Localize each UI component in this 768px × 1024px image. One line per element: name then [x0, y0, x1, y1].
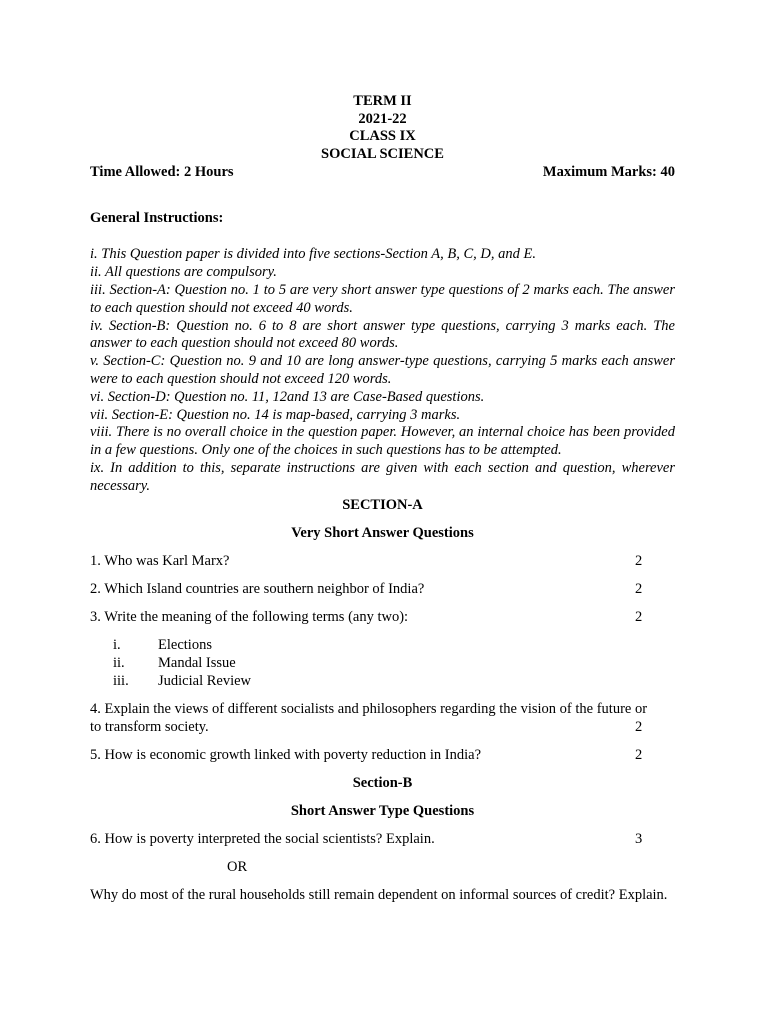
subitem-number: ii.	[113, 654, 125, 671]
question-marks: 3	[635, 830, 643, 847]
question-text: 1. Who was Karl Marx?	[90, 552, 230, 569]
question-6-alternative: Why do most of the rural households still remain dependent on informal sources of credit? Explain.	[90, 886, 668, 903]
list-item	[90, 672, 675, 690]
instruction-item: iv. Section-B: Question no. 6 to 8 are short answer type questions, carrying 3 marks each. The answer to each question should not exceed 80 words.	[90, 317, 675, 352]
class-label: CLASS IX	[349, 128, 416, 145]
question-5	[90, 746, 675, 764]
instruction-item: v. Section-C: Question no. 9 and 10 are long answer-type questions, carrying 5 marks each answer were to each question should not exceed 120 words.	[90, 353, 675, 387]
instruction-item: viii. There is no overall choice in the question paper. However, an internal choice has been provided in a few questions. Only one of the choices in such questions has to be attempted.	[90, 424, 675, 459]
term-label: TERM II	[353, 93, 412, 109]
or-separator: OR	[227, 858, 248, 875]
question-text: 6. How is poverty interpreted the social scientists? Explain.	[90, 830, 435, 847]
question-text: 3. Write the meaning of the following terms (any two):	[90, 608, 409, 625]
question-3-subitems	[90, 636, 675, 690]
instruction-item: ix. In addition to this, separate instructions are given with each section and question, wherever necessary.	[90, 459, 675, 494]
question-marks: 2	[635, 552, 643, 569]
section-a-subtitle: Very Short Answer Questions	[291, 524, 474, 541]
question-marks: 2	[635, 580, 643, 597]
subitem-text: Mandal Issue	[158, 654, 236, 671]
question-text-line2: to transform society.	[90, 718, 209, 735]
subitem-text: Elections	[158, 636, 212, 653]
exam-page	[90, 93, 675, 904]
instructions-list	[90, 246, 675, 495]
question-4	[90, 700, 675, 736]
instruction-item: i. This Question paper is divided into five sections-Section A, B, C, D, and E.	[90, 246, 536, 263]
question-text-line1: 4. Explain the views of different socialists and philosophers regarding the vision of the future or	[90, 700, 648, 717]
general-instructions-title: General Instructions:	[90, 210, 224, 227]
question-6	[90, 830, 675, 848]
year-label: 2021-22	[358, 110, 407, 127]
instruction-item: ii. All questions are compulsory.	[90, 264, 277, 281]
list-item	[90, 636, 675, 654]
section-a-title: SECTION-A	[342, 496, 423, 513]
question-marks: 2	[635, 718, 643, 735]
question-text: 5. How is economic growth linked with poverty reduction in India?	[90, 746, 482, 763]
question-marks: 2	[635, 746, 643, 763]
subitem-number: iii.	[113, 672, 129, 689]
section-b-title: Section-B	[352, 774, 413, 791]
subitem-text: Judicial Review	[158, 672, 252, 689]
question-3	[90, 608, 675, 626]
max-marks: Maximum Marks: 40	[542, 164, 675, 181]
subitem-number: i.	[113, 636, 121, 653]
subject-label: SOCIAL SCIENCE	[321, 145, 444, 162]
instruction-item: vii. Section-E: Question no. 14 is map-based, carrying 3 marks.	[90, 406, 461, 423]
question-2	[90, 580, 675, 598]
question-marks: 2	[635, 608, 643, 625]
list-item	[90, 654, 675, 672]
instruction-item: vi. Section-D: Question no. 11, 12and 13 are Case-Based questions.	[90, 388, 485, 405]
question-text: 2. Which Island countries are southern neighbor of India?	[90, 580, 425, 597]
time-marks-row	[90, 163, 675, 181]
question-1	[90, 552, 675, 570]
section-b-subtitle: Short Answer Type Questions	[290, 802, 475, 819]
instruction-item: iii. Section-A: Question no. 1 to 5 are very short answer type questions of 2 marks each. The answer to each question should not exceed 40 words.	[90, 281, 675, 316]
time-allowed: Time Allowed: 2 Hours	[90, 164, 234, 181]
paper-header	[90, 93, 675, 163]
